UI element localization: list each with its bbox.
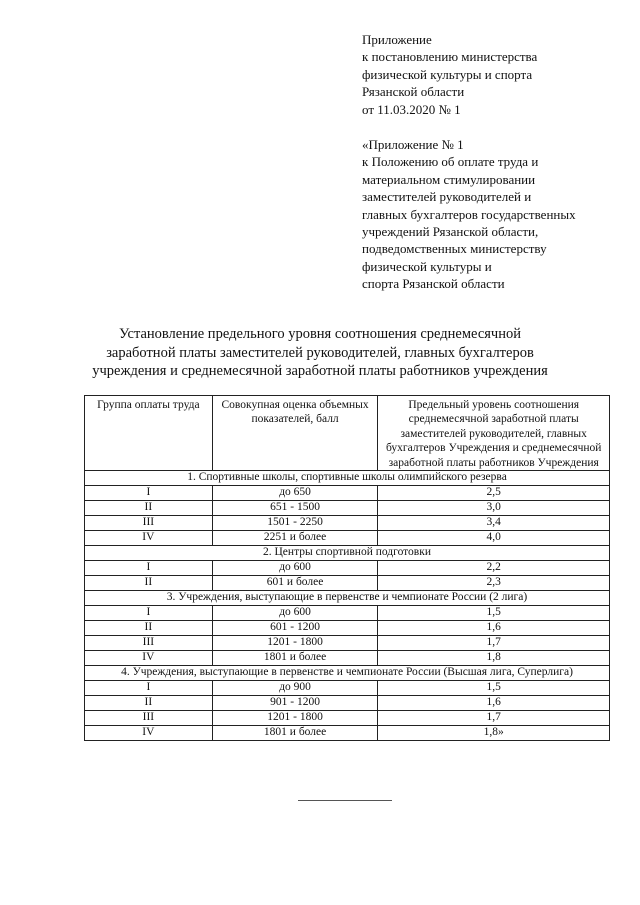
cell-ratio: 2,2	[378, 561, 610, 576]
table-row	[85, 726, 610, 741]
cell-group: II	[85, 501, 213, 516]
header-ratio: Предельный уровень соотношения среднемесячной заработной платы заместителей руководителей, главных бухгалтеров Учреждения и среднемесячной заработной платы работников Учреждения	[378, 396, 610, 471]
cell-ratio: 4,0	[378, 531, 610, 546]
table-header	[85, 396, 610, 471]
table-body	[85, 471, 610, 741]
attachment-line: заместителей руководителей и	[362, 189, 532, 205]
attachment-line: подведомственных министерству	[362, 241, 547, 257]
cell-group: II	[85, 576, 213, 591]
cell-ratio: 3,4	[378, 516, 610, 531]
cell-group: I	[85, 681, 213, 696]
cell-group: I	[85, 606, 213, 621]
cell-group: II	[85, 621, 213, 636]
cell-score: 1801 и более	[212, 726, 378, 741]
table-row	[85, 621, 610, 636]
document-title	[60, 325, 580, 381]
attachment-note	[362, 136, 576, 293]
table-row	[85, 606, 610, 621]
section-row	[85, 591, 610, 606]
cell-ratio: 1,7	[378, 711, 610, 726]
cell-ratio: 2,5	[378, 486, 610, 501]
cell-score: до 600	[212, 606, 378, 621]
header-score: Совокупная оценка объемных показателей, балл	[212, 396, 378, 471]
cell-ratio: 1,7	[378, 636, 610, 651]
title-line: Установление предельного уровня соотношения среднемесячной	[118, 326, 521, 342]
approval-line: физической культуры и спорта	[362, 66, 533, 82]
section-title: 1. Спортивные школы, спортивные школы олимпийского резерва	[85, 471, 610, 486]
attachment-line: учреждений Рязанской области,	[362, 224, 539, 240]
section-title: 2. Центры спортивной подготовки	[85, 546, 610, 561]
ratio-table	[84, 395, 610, 741]
cell-score: до 600	[212, 561, 378, 576]
approval-line: к постановлению министерства	[362, 49, 538, 65]
table-row	[85, 531, 610, 546]
cell-score: 1201 - 1800	[212, 711, 378, 726]
cell-group: I	[85, 486, 213, 501]
cell-group: IV	[85, 651, 213, 666]
cell-score: до 900	[212, 681, 378, 696]
cell-score: 1201 - 1800	[212, 636, 378, 651]
approval-line: от 11.03.2020 № 1	[362, 101, 461, 117]
table-row	[85, 696, 610, 711]
cell-group: III	[85, 711, 213, 726]
cell-ratio: 1,8	[378, 651, 610, 666]
table-row	[85, 576, 610, 591]
table-row	[85, 636, 610, 651]
cell-group: IV	[85, 726, 213, 741]
cell-score: 601 - 1200	[212, 621, 378, 636]
cell-ratio: 1,5	[378, 681, 610, 696]
cell-score: 601 и более	[212, 576, 378, 591]
table-row	[85, 651, 610, 666]
end-separator-line	[298, 800, 392, 801]
table-row	[85, 516, 610, 531]
cell-score: 2251 и более	[212, 531, 378, 546]
cell-ratio: 1,5	[378, 606, 610, 621]
approval-note	[362, 31, 537, 118]
cell-score: до 650	[212, 486, 378, 501]
title-line: учреждения и среднемесячной заработной платы работников учреждения	[92, 363, 548, 379]
cell-score: 1801 и более	[212, 651, 378, 666]
table-row	[85, 501, 610, 516]
attachment-line: спорта Рязанской области	[362, 276, 505, 292]
cell-group: I	[85, 561, 213, 576]
cell-score: 901 - 1200	[212, 696, 378, 711]
approval-line: Рязанской области	[362, 84, 465, 100]
cell-ratio: 2,3	[378, 576, 610, 591]
header-pay-group: Группа оплаты труда	[85, 396, 213, 471]
cell-score: 1501 - 2250	[212, 516, 378, 531]
cell-group: III	[85, 636, 213, 651]
cell-group: IV	[85, 531, 213, 546]
table-row	[85, 711, 610, 726]
table-row	[85, 486, 610, 501]
cell-ratio: 1,6	[378, 696, 610, 711]
cell-ratio: 3,0	[378, 501, 610, 516]
attachment-line: «Приложение № 1	[362, 137, 464, 152]
cell-score: 651 - 1500	[212, 501, 378, 516]
approval-line: Приложение	[362, 32, 432, 47]
title-line: заработной платы заместителей руководителей, главных бухгалтеров	[106, 344, 534, 361]
cell-ratio: 1,6	[378, 621, 610, 636]
attachment-line: главных бухгалтеров государственных	[362, 206, 576, 222]
table-header-row	[85, 396, 610, 471]
section-title: 4. Учреждения, выступающие в первенстве и чемпионате России (Высшая лига, Суперлига)	[85, 666, 610, 681]
section-row	[85, 666, 610, 681]
attachment-line: к Положению об оплате труда и	[362, 154, 539, 170]
table-row	[85, 561, 610, 576]
cell-group: II	[85, 696, 213, 711]
section-row	[85, 471, 610, 486]
cell-group: III	[85, 516, 213, 531]
attachment-line: материальном стимулировании	[362, 171, 536, 187]
table-row	[85, 681, 610, 696]
cell-ratio: 1,8»	[378, 726, 610, 741]
section-row	[85, 546, 610, 561]
attachment-line: физической культуры и	[362, 258, 492, 274]
section-title: 3. Учреждения, выступающие в первенстве и чемпионате России (2 лига)	[85, 591, 610, 606]
